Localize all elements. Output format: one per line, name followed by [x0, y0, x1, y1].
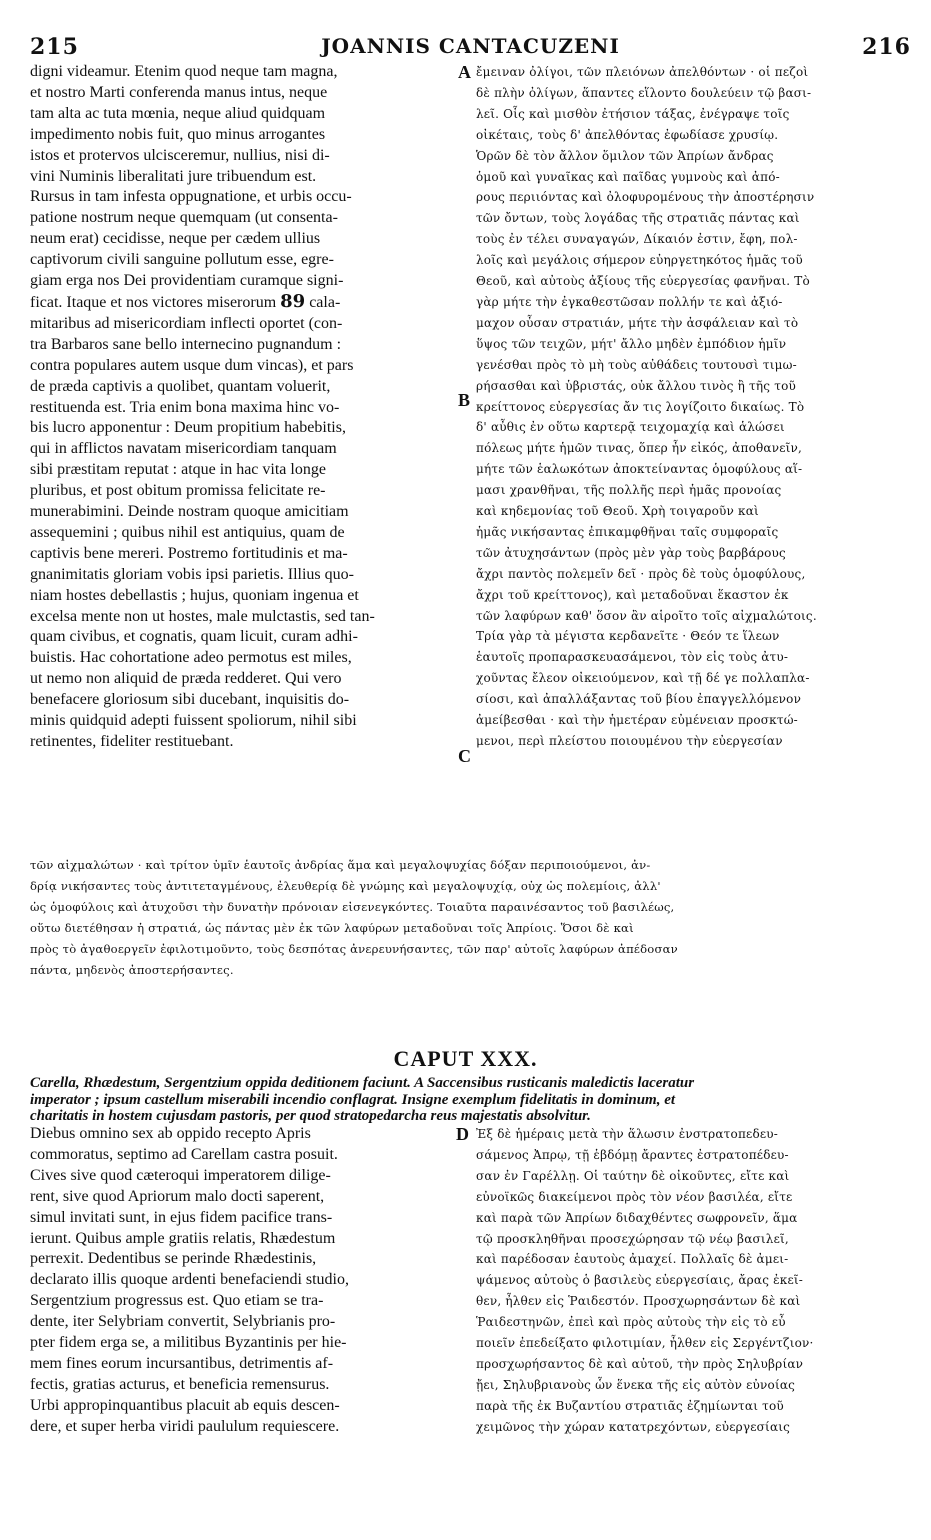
- latin-line: minis quidquid adepti fuissent spoliorum, nihil sibi: [30, 712, 357, 730]
- latin-line: digni videamur. Etenim quod neque tam magna,: [30, 63, 338, 80]
- greek-line: χειμῶνος τὴν χώραν κατατρεχόντων, εὐεργεσίαις: [476, 1419, 791, 1434]
- greek-line: γὰρ μήτε τὴν ἐγκαθεστῶσαν πολλήν τε καὶ ἀξιό-: [476, 294, 783, 309]
- greek-line: Ἐξ δὲ ἡμέραις μετὰ τὴν ἅλωσιν ἐνστρατοπεδευ-: [476, 1127, 779, 1141]
- greek-full-width: [30, 855, 912, 980]
- latin-line: mitaribus ad misericordiam inflecti oportet (con-: [30, 314, 343, 332]
- latin-line: neum erat) cecidisse, neque per cædem ullius: [30, 230, 321, 248]
- latin-line: patione nostrum neque quemquam (ut consenta-: [30, 209, 338, 227]
- page-number-right: 216: [862, 34, 911, 60]
- greek-line: σίοσι, καὶ ἀπαλλάξαντας τοῦ βίου ἐπαγγελλόμενον: [476, 692, 802, 707]
- page-header: [30, 34, 911, 60]
- latin-line: sibi præstitam reputat : atque in hac vita longe: [30, 461, 326, 479]
- marginal-number: 89: [280, 290, 306, 312]
- latin-line: tra Barbaros sane bello internecino pugnandum :: [30, 335, 342, 353]
- latin-line: gnanimitatis gloriam vobis ipsi parietis. Illius quo-: [30, 565, 354, 583]
- greek-line: τῶν λαφύρων καθ' ὅσον ἂν αἱροῖτο τοῖς αἰχμαλώτοις.: [476, 608, 817, 623]
- greek-line: σάμενος Ἀπρῳ, τῇ ἑβδόμῃ ἄραντες ἐστρατοπέδευ-: [476, 1147, 789, 1162]
- greek-line: ἀμείβεσθαι · καὶ τὴν ἡμετέραν εὐμένειαν προσκτώ-: [476, 713, 798, 728]
- summary-line: imperator ; ipsum castellum miserabili incendio conflagrat. Insigne exemplum fidelitatis in dominum, et: [30, 1091, 676, 1108]
- latin-line: benefacere gloriosum sibi ducebant, inquisitis do-: [30, 691, 350, 709]
- greek-line: χοῦντας ἔλεον οἰκειούμενον, καὶ τῇ δέ γε πολλαπλα-: [476, 671, 810, 686]
- greek-line: οἰκέταις, τοὺς δ' ἀπελθόντας ἐφωδίασε χρυσίῳ.: [476, 127, 779, 142]
- greek-line: οὕτω διετέθησαν ἡ στρατιά, ὡς πάντας μὲν ἐκ τῶν λαφύρων μεταδοῦναι τοῖς Ἀπρίοις. Ὅσοι δὲ καὶ: [30, 920, 634, 935]
- margin-letter-a: A: [458, 62, 471, 82]
- latin-line-tail: cala-: [309, 293, 341, 311]
- latin-line: excelsa mente non ut hostes, male mulctastis, sed tan-: [30, 607, 375, 625]
- greek-line: Ῥαιδεστηνῶν, ἐπεὶ καὶ πρὸς αὐτοὺς τὴν εἰς τὸ εὖ: [476, 1315, 786, 1330]
- margin-letter-b: B: [458, 390, 471, 410]
- greek-line: ἄχρι παντὸς πολεμεῖν δεῖ · πρὸς δὲ τοὺς ὁμοφύλους,: [476, 566, 806, 581]
- greek-line: πρὸς τὸ ἀγαθοεργεῖν ἐφιλοτιμοῦντο, τοὺς δεσπότας ἀνερευνήσαντες, τῶν παρ' αὐτοῖς λαφύρων ἀπέδοσαν: [30, 941, 678, 956]
- greek-line: ψάμενος αὐτοὺς ὁ βασιλεὺς εὐεργεσίαις, ἄρας ἐκεῖ-: [476, 1273, 804, 1288]
- chapter-title: CAPUT XXX.: [393, 1046, 538, 1071]
- greek-column-bottom: [476, 1124, 913, 1438]
- latin-line: [30, 292, 455, 314]
- greek-line: δὲ πλὴν ὀλίγων, ἅπαντες εἵλοντο δουλεύειν τῷ βασι-: [476, 85, 812, 100]
- latin-line-text: ficat. Itaque et nos victores miserorum: [30, 293, 277, 311]
- greek-line: καὶ κηδεμονίας τοῦ Θεοῦ. Χρὴ τοιγαροῦν καὶ: [476, 504, 759, 519]
- greek-line: Ὁρῶν δὲ τὸν ἄλλον ὅμιλον τῶν Ἀπρίων ἄνδρας: [476, 148, 774, 163]
- latin-line: retinentes, fideliter restituebant.: [30, 733, 234, 750]
- greek-line: θεν, ἦλθεν εἰς Ῥαιδεστόν. Προσχωρησάντων δὲ καὶ: [476, 1294, 801, 1309]
- latin-line: istos et protervos ulcisceremur, nullius, nisi di-: [30, 146, 330, 164]
- latin-line: tam alta ac tuta mœnia, neque aliud quidquam: [30, 104, 326, 122]
- greek-line: πόλεως μήτε ἡμῶν τινας, ὅπερ ἦν εἰκός, ἀποθανεῖν,: [476, 441, 803, 456]
- greek-line: Θεοῦ, καὶ αὐτοὺς ἀξίους τῆς εὐεργεσίας φανῆναι. Τὸ: [476, 274, 810, 289]
- latin-line: ut nemo non aliquid de præda redderet. Qui vero: [30, 670, 342, 688]
- latin-line: captivis bene mereri. Postremo fortitudinis et ma-: [30, 544, 348, 562]
- latin-line: de præda captivis a quolibet, quantam voluerit,: [30, 377, 331, 395]
- greek-line: λοῖς καὶ μεγάλοις σήμερον εὐηργετηκότος ἡμᾶς τοῦ: [476, 253, 803, 268]
- latin-line: contra populares autem usque dum vincas), et pars: [30, 356, 354, 374]
- greek-line: μήτε τῶν ἑαλωκότων ἀποκτείναντας ὁμοφύλους αἵ-: [476, 462, 803, 477]
- greek-line: μαχον οὖσαν στρατιάν, μήτε τὴν ἀσφάλειαν καὶ τὸ: [476, 315, 799, 330]
- latin-line: assequemini ; quibus nihil est antiquius, quam de: [30, 523, 345, 541]
- greek-line: μενοι, περὶ πλείστου ποιουμένου τὴν εὐεργεσίαν: [476, 734, 783, 748]
- greek-line: ρήσασθαι καὶ ὑβριστάς, οὐκ ἄλλου τινὸς ἢ τῆς τοῦ: [476, 378, 796, 393]
- greek-line: τῶν αἰχμαλώτων · καὶ τρίτον ὑμῖν ἑαυτοῖς ἀνδρίας ἅμα καὶ μεγαλοψυχίας δόξαν περιποιούμενοι, ἀν-: [30, 858, 651, 872]
- greek-line: προσχωρήσαντος δὲ καὶ αὐτοῦ, τὴν πρὸς Σηλυβρίαν: [476, 1356, 804, 1371]
- latin-line: mem fines eorum incursantibus, detrimentis af-: [30, 1354, 334, 1372]
- latin-line: dere, et super herba viridi paululum requiescere.: [30, 1417, 340, 1435]
- latin-column-bottom: [30, 1124, 455, 1438]
- latin-line: perrexit. Dedentibus se perinde Rhædestinis,: [30, 1250, 317, 1268]
- greek-line: ἄχρι τοῦ κρείττονος), καὶ μεταδοῦναι ἕκαστον ἐκ: [476, 587, 789, 602]
- latin-line: quam civibus, et cognatis, quam licuit, curam adhi-: [30, 628, 358, 646]
- greek-line: μασι χρανθῆναι, τῆς πολλῆς περὶ ἡμᾶς προνοίας: [476, 483, 782, 498]
- latin-line: Cives sive quod cæteroqui imperatorem dilige-: [30, 1166, 331, 1184]
- greek-line: λεῖ. Οἷς καὶ μισθὸν ἐτήσιον τάξας, ἐνέγραψε τοῖς: [476, 106, 790, 121]
- latin-line: fectis, gratias acturus, et beneficia remensurus.: [30, 1375, 330, 1393]
- latin-line: vini Numinis liberalitati jure tribuendum est.: [30, 167, 317, 185]
- greek-line: ποιεῖν ἐπεδείξατο φιλοτιμίαν, ἦλθεν εἰς Σεργέντζιον·: [476, 1336, 814, 1351]
- greek-line: ὕψος τῶν τειχῶν, μήτ' ἄλλο μηδὲν ἐμπόδιον ἡμῖν: [476, 336, 787, 351]
- greek-line: καὶ παρέδοσαν ἑαυτοὺς ἀμαχεί. Πολλαῖς δὲ ἀμει-: [476, 1252, 789, 1267]
- greek-line: κρείττονος εὐεργεσίας ἄν τις λογίζοιτο δικαίως. Τὸ: [476, 399, 805, 414]
- latin-line: Sergentzium progressus est. Quo etiam se tra-: [30, 1292, 324, 1310]
- greek-line: δρίᾳ νικήσαντες τοὺς ἀντιτεταγμένους, ἐλευθερίᾳ δὲ γνώμης καὶ μεγαλοψυχίᾳ, οὐχ ὡς πολεμίοις, ἀλλ': [30, 878, 661, 893]
- greek-line: πάντα, μηδενὸς ἀποστερήσαντες.: [30, 962, 234, 977]
- latin-line: pluribus, et post obitum promissa felicitate re-: [30, 482, 326, 500]
- greek-line: τοὺς ἐν τέλει συναγαγών, Δίκαιόν ἐστιν, ἔφη, πολ-: [476, 232, 798, 247]
- margin-letter-c: C: [458, 746, 471, 766]
- greek-line: καὶ παρὰ τῶν Ἀπρίων διδαχθέντες σωφρονεῖν, ἅμα: [476, 1210, 798, 1225]
- greek-line: ρους περιιόντας καὶ ὀλοφυρομένους τὴν ἀποστέρησιν: [476, 190, 815, 205]
- latin-line: commoratus, septimo ad Carellam castra posuit.: [30, 1145, 338, 1163]
- latin-line: qui in afflictos navatam misericordiam tanquam: [30, 440, 337, 458]
- greek-line: παρὰ τῆς ἐκ Βυζαντίου στρατιᾶς ἐζημίωνται τοῦ: [476, 1398, 784, 1413]
- greek-line: τῷ προσκληθῆναι προσεχώρησαν τῷ νέῳ βασιλεῖ,: [476, 1231, 789, 1246]
- running-title: JOANNIS CANTACUZENI: [321, 34, 620, 58]
- greek-line: ἑαυτοῖς προπαρασκευασάμενοι, τὸν εἰς τοὺς ἀτυ-: [476, 650, 789, 665]
- latin-line: buistis. Hac cohortatione adeo permotus est miles,: [30, 649, 352, 667]
- latin-line: giam erga nos Dei providentiam curamque signi-: [30, 272, 344, 290]
- latin-line: Rursus in tam infesta oppugnatione, et urbis occu-: [30, 188, 352, 206]
- greek-line: ᾔει, Σηλυβριανοὺς ὧν ἕνεκα τῆς εἰς αὐτὸν εὐνοίας: [476, 1377, 796, 1392]
- greek-line: σαν ἐν Γαρέλλῃ. Οἱ ταύτην δὲ οἰκοῦντες, εἴτε καὶ: [476, 1168, 790, 1183]
- latin-line: rent, sive quod Apriorum malo docti saperent,: [30, 1187, 325, 1205]
- latin-line: ierunt. Quibus ample gratiis relatis, Rhædestum: [30, 1229, 336, 1247]
- greek-line: εὐνοϊκῶς διακείμενοι πρὸς τὸν νέον βασιλέα, εἴτε: [476, 1189, 793, 1204]
- greek-line: τῶν ἀτυχησάντων (πρὸς μὲν γὰρ τοὺς βαρβάρους: [476, 545, 786, 560]
- latin-line: simul invitati sunt, in ejus fidem pacifice trans-: [30, 1208, 333, 1226]
- latin-line: munerabimini. Deinde nostram quoque amicitiam: [30, 503, 349, 521]
- chapter-summary: [30, 1075, 912, 1125]
- latin-line: restituenda est. Tria enim bona maxima hinc vo-: [30, 398, 340, 416]
- latin-line: niam hostes debellastis ; hujus, quoniam ingenua et: [30, 586, 359, 604]
- summary-line: Carella, Rhædestum, Sergentzium oppida deditionem faciunt. A Saccensibus rusticanis maledictis laceratur: [30, 1075, 695, 1091]
- greek-line: τῶν ὄντων, τοὺς λογάδας τῆς στρατιᾶς πάντας καὶ: [476, 211, 800, 226]
- latin-line: Urbi appropinquantibus placuit ab equis descen-: [30, 1396, 340, 1414]
- greek-line: δ' αὖθις ἐν οὕτω καρτερᾷ τειχομαχίᾳ καὶ ἁλώσει: [476, 420, 785, 435]
- page-number-left: 215: [30, 34, 79, 60]
- latin-line: dente, iter Selybriam convertit, Selybrianis pro-: [30, 1313, 336, 1331]
- greek-line: γενέσθαι πρὸς τὸ μὴ τοὺς αὐθάδεις τουτουσὶ τιμω-: [476, 357, 797, 372]
- latin-line: bis lucro apponentur : Deum propitium habebitis,: [30, 419, 346, 437]
- latin-line: declarato illis quoque ardenti benefaciendi studio,: [30, 1271, 349, 1289]
- greek-line: ἡμᾶς νικήσαντας ἐπικαμφθῆναι ταῖς συμφοραῖς: [476, 524, 779, 539]
- greek-line: Τρία γὰρ τὰ μέγιστα κερδανεῖτε · Θεόν τε ἵλεων: [476, 629, 780, 644]
- greek-line: ὡς ὁμοφύλοις καὶ ἀτυχοῦσι τὴν δυνατὴν πρόνοιαν εἰσενεγκόντες. Τοιαῦτα παραινέσαντος τοῦ βασιλέως,: [30, 899, 675, 914]
- latin-column-top: [30, 62, 455, 753]
- greek-line: ὁμοῦ καὶ γυναῖκας καὶ παῖδας γυμνοὺς καὶ ἀπό-: [476, 169, 780, 184]
- margin-letter-d: D: [456, 1124, 469, 1144]
- latin-line: pter fidem erga se, a militibus Byzantinis per hie-: [30, 1334, 347, 1352]
- greek-line: ἔμειναν ὀλίγοι, τῶν πλειόνων ἀπελθόντων · οἱ πεζοὶ: [476, 65, 809, 79]
- summary-line: charitatis in hostem cujusdam pastoris, per quod stratopedarcha reus majestatis absolvitur.: [30, 1108, 591, 1124]
- latin-line: captivorum civili sanguine pollutum esse, egre-: [30, 251, 334, 269]
- latin-line: et nostro Marti conferenda manus intus, neque: [30, 83, 328, 101]
- latin-line: impedimento nobis fuit, quo minus arrogantes: [30, 125, 326, 143]
- greek-column-top: [476, 62, 913, 752]
- latin-line: Diebus omnino sex ab oppido recepto Apris: [30, 1125, 311, 1142]
